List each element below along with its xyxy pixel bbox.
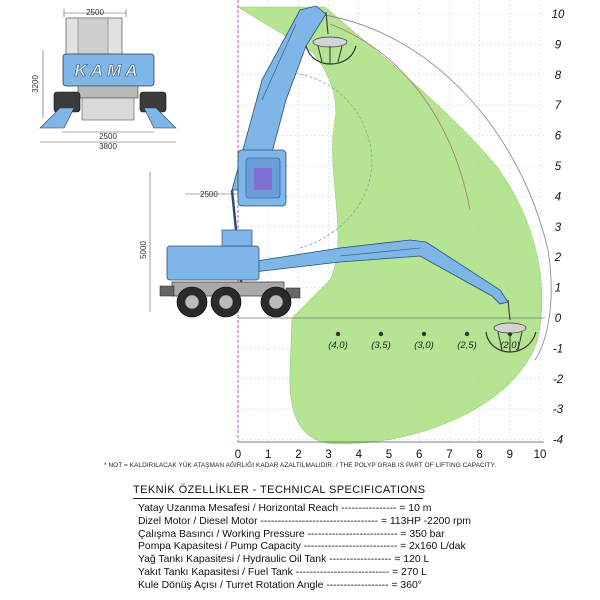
x-tick-label: 10 [533,449,547,461]
y-tick-label: 5 [554,161,562,173]
y-tick-label: 6 [554,130,562,143]
y-tick-label: -3 [552,404,564,417]
y-tick-label: -4 [552,434,564,447]
spec-title: TEKNİK ÖZELLİKLER - TECHNICAL SPECIFICATIONS [133,484,426,496]
x-tick-label: 3 [325,449,332,461]
spec-row: Kule Dönüş Açısı / Turret Rotation Angle ------------------ = 360° [138,579,422,591]
spec-title-underline [133,498,423,499]
y-tick-label: -1 [552,343,564,356]
x-tick-label: 2 [295,449,302,461]
y-tick-label: 8 [554,69,562,82]
y-tick-label: 4 [554,191,562,204]
x-tick-label: 9 [506,449,514,461]
x-tick-label: 6 [415,449,423,461]
y-tick-label: 2 [554,252,562,265]
spec-row: Yakıt Tankı Kapasitesi / Fuel Tank --------------------------- = 270 L [138,567,427,578]
spec-row: Yağ Tankı Kapasitesi / Hydraulic Oil Tank ------------------ = 120 L [138,554,430,566]
x-tick-label: 0 [234,449,242,461]
brand-logo: KAMA [74,61,142,80]
y-tick-label: -2 [552,373,564,386]
load-point-label: (4,0) [328,340,348,351]
spec-row: Dizel Motor / Diesel Motor ---------------------------------- = 113HP -2200 rpm [138,515,471,527]
y-tick-label: 1 [554,282,562,295]
x-tick-label: 5 [385,449,393,461]
dim-machine-height: 5000 [139,241,148,259]
y-axis-labels [552,9,565,447]
front-view-machine [31,8,176,151]
load-point-label: (3,0) [414,340,434,351]
x-tick-label: 1 [264,449,272,461]
wheels [177,287,291,317]
capacity-note: * NOT = KALDIRILACAK YÜK ATAŞMAN AĞIRLIĞI KADAR AZALTILMALIDIR. / THE POLYP GRAB IS PART OF LIFTING CAPACITY. [103,462,496,469]
y-tick-label: 9 [554,39,562,52]
x-tick-label: 8 [476,449,483,461]
spec-row: Çalışma Basıncı / Working Pressure -------------------------- = 350 bar [138,528,445,540]
load-point-marker [336,332,340,336]
dim-side-height: 3200 [31,75,40,93]
spec-row: Pompa Kapasitesi / Pump Capacity --------------------------- = 2x160 L/dak [138,541,466,553]
load-point-label: (3,5) [371,340,391,351]
x-axis-labels [235,449,547,461]
x-tick-label: 4 [355,449,363,461]
dim-top-width: 2500 [86,8,104,17]
y-tick-label: 7 [554,100,562,113]
dim-track-width: 2500 [99,132,117,141]
spec-row: Yatay Uzanma Mesafesi / Horizontal Reach ---------------- = 10 m [138,503,432,514]
load-point-marker [422,332,426,336]
dim-overall-width: 3800 [99,142,117,151]
load-point-marker [379,332,383,336]
dim-arm-offset: 2500 [200,190,218,199]
y-tick-label: 0 [554,313,562,325]
y-tick-label: 10 [551,9,565,21]
load-point-label: (2,5) [457,340,477,351]
x-tick-label: 7 [446,449,453,461]
load-point-marker [465,332,469,336]
y-tick-label: 3 [554,221,562,234]
